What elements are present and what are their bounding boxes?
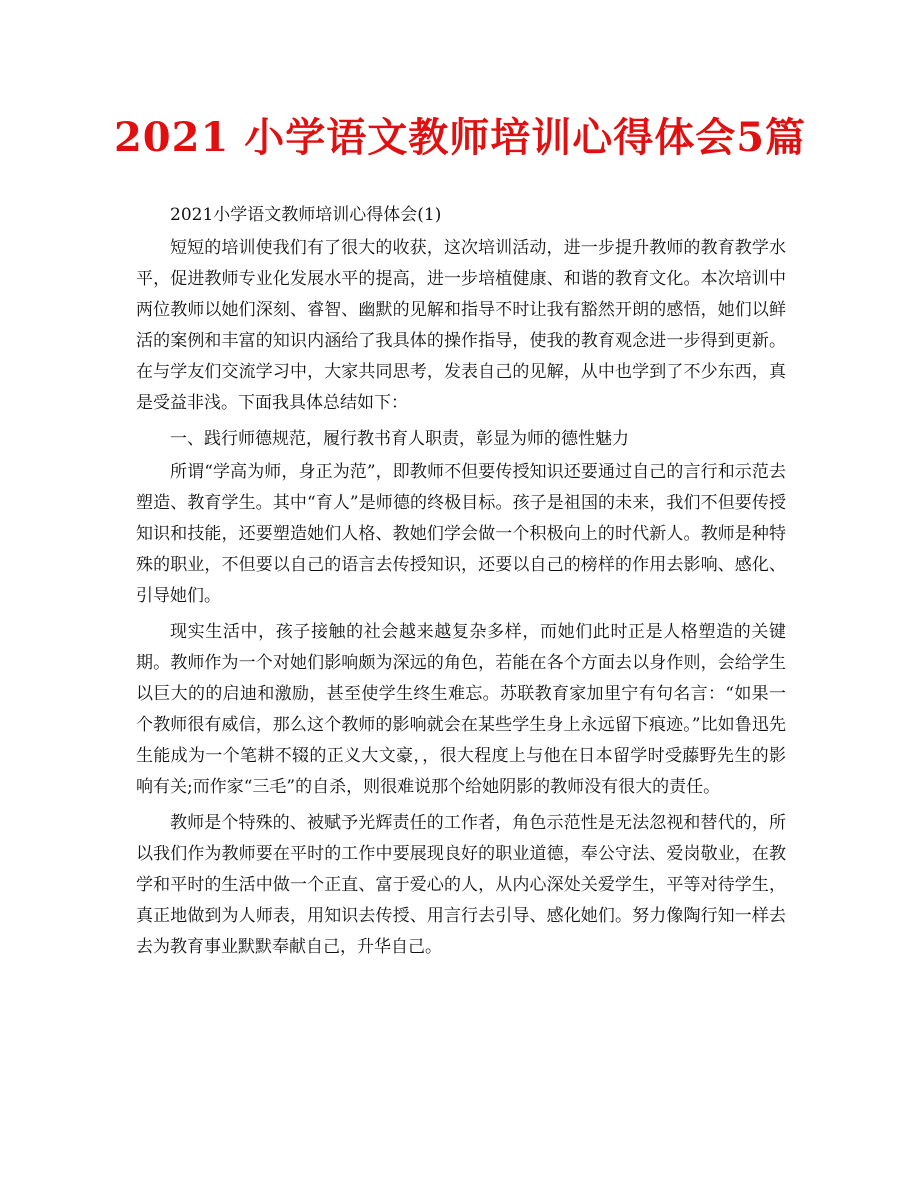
section-heading-1: 一、践行师德规范，履行教书育人职责，彰显为师的德性魅力 <box>170 429 629 449</box>
paragraph-intro: 短短的培训使我们有了很大的收获，这次培训活动，进一步提升教师的教育教学水平，促进教师专业化发展水平的提高，进一步培植健康、和谐的教育文化。本次培训中两位教师以她们深刻、睿智、幽默的见解和指导不时让我有豁然开朗的感悟，她们以鲜活的案例和丰富的知识内涵给了我具体的操作指导，使我的教育观念进一步得到更新。在与学友们交流学习中，大家共同思考，发表自己的见解，从中也学到了不少东西，真是受益非浅。下面我具体总结如下： <box>136 238 786 413</box>
paragraph-conduct: 教师是个特殊的、被赋予光辉责任的工作者，角色示范性是无法忽视和替代的，所以我们作为教师要在平时的工作中要展现良好的职业道德，奉公守法、爱岗敬业，在教学和平时的生活中做一个正直、富于爱心的人，从内心深处关爱学生，平等对待学生，真正地做到为人师表，用知识去传授、用言行去引导、感化她们。努力像陶行知一样去去为教育事业默默奉献自己，升华自己。 <box>136 813 786 957</box>
document-title: 2021 小学语文教师培训心得体会5篇 <box>113 114 807 161</box>
paragraph-influence: 现实生活中，孩子接触的社会越来越复杂多样，而她们此时正是人格塑造的关键期。教师作为一个对她们影响颇为深远的角色，若能在各个方面去以身作则，会给学生以巨大的的启迪和激励，甚至使学生终生难忘。苏联教育家加里宁有句名言：“如果一个教师很有威信，那么这个教师的影响就会在某些学生身上永远留下痕迹。”比如鲁迅先生能成为一个笔耕不辍的正义大文豪，，很大程度上与他在日本留学时受藤野先生的影响有关;而作家“三毛”的自杀，则很难说那个给她阴影的教师没有很大的责任。 <box>136 622 786 797</box>
document-body <box>136 200 786 968</box>
section-subtitle: 2021小学语文教师培训心得体会(1) <box>170 205 442 225</box>
paragraph-teacher-role: 所谓“学高为师，身正为范”，即教师不但要传授知识还要通过自己的言行和示范去塑造、教育学生。其中“育人”是师德的终极目标。孩子是祖国的未来，我们不但要传授知识和技能，还要塑造她们人格、教她们学会做一个积极向上的时代新人。教师是种特殊的职业，不但要以自己的语言去传授知识，还要以自己的榜样的作用去影响、感化、引导她们。 <box>136 462 786 606</box>
